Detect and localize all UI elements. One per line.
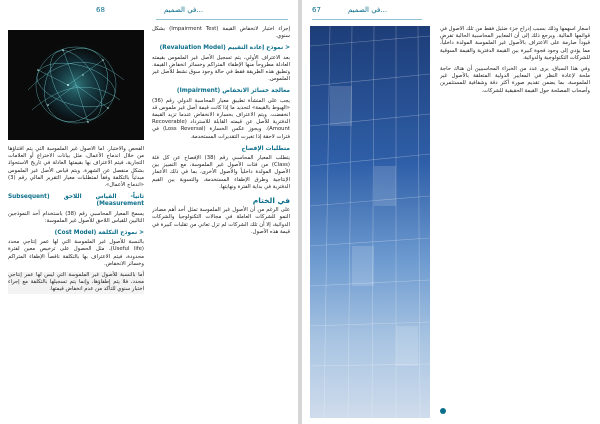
subsequent-heading: ثانياً- القياس اللاحق (Subsequent Measurement) [8,194,144,208]
cost-model-heading: < نموذج التكلفة (Cost Model) [54,230,144,237]
acquisition-text: الفحص والاختبار. أما الأصول غير الملموسة التي يتم اقتناؤها من خلال اندماج الأعمال، مثل بيانات الاختراع أو العلامات التجارية، فيتم الاعتراف بها بقيمتها العادلة في تاريخ الاستحواذ بشكل منفصل عن الشهرة. ويتم قياس الأصل غير الملموس مبدئياً بالتكلفة وفقاً لمتطلبات معيار التقرير المالي رقم (3) «اندماج الأعمال». [8,146,144,189]
disclosure-text: يتطلب المعيار المحاسبي رقم (38) الإفصاح عن كل فئة (Class) من فئات الأصول غير الملموسة، مع التمييز بين الأصول المولدة داخلياً والأصول الأخرى، بما في ذلك الأعمار الإنتاجية وطرق الإطفاء المستخدمة، والتسوية بين القيم الدفترية في بداية الفترة ونهايتها. [152,155,290,190]
subsequent-text: يسمح المعيار المحاسبي رقم (38) باستخدام أحد النموذجين التاليين للقياس اللاحق للأصول غير الملموسة: [8,210,144,224]
building-facade-graphic [310,26,430,418]
left-header-rule [156,19,288,20]
right-header-rule [312,19,422,20]
left-page-column-left [8,146,144,416]
indefinite-life-note: أما بالنسبة للأصول غير الملموسة التي ليس لها عمر إنتاجي محدد، فلا يتم إطفاؤها، وإنما يتم تسجيلها بالتكلفة مع إجراء اختبار سنوي للتأكد من عدم انخفاض قيمتها. [8,272,144,293]
glass-building-image [310,26,430,418]
left-page-column-right [152,26,290,418]
right-section-title: في الصميم... [348,6,388,14]
intro-text: إجراء اختبار لانخفاض القيمة (Impairment Test) بشكل سنوي. [152,26,290,40]
conclusion-heading: في الختام [252,196,290,206]
impairment-text: يجب على المنشأة تطبيق معيار المحاسبة الدولي رقم (36) «الهبوط بالقيمة» لتحديد ما إذا كانت قيمة أصل غير ملموس قد انخفضت. ويتم الاعتراف بخسارة الانخفاض عندما تزيد القيمة الدفترية للأصل عن قيمته القابلة للاسترداد (Recoverable Amount). ويجوز عكس الخسارة (Loss Reversal) في فترات لاحقة إذا تغيرت التقديرات المستخدمة. [152,97,290,140]
right-body-para-2: وفي هذا السياق، يرى عدد من الخبراء المحاسبيين أن هناك حاجة ملحة لإعادة النظر في المعايير الدولية المتعلقة بالأصول غير الملموسة، بما يضمن تقديم صورة أكثر دقة وشفافية للمستثمرين وأصحاب المصلحة حول القيمة الحقيقية للشركات. [440,66,590,94]
right-page-column [440,26,590,418]
revaluation-heading: < نموذج إعادة التقييم (Revaluation Model) [159,45,290,52]
left-section-title: في الصميم... [164,6,204,14]
network-sphere-graphic [8,30,144,140]
cost-model-text: بالنسبة للأصول غير الملموسة التي لها عمر إنتاجي محدد (Useful life)، مثل الحصول على ترخيص معين لفترة محدودة، فيتم الاعتراف بها بالتكلفة ناقصاً الإطفاء المتراكم وخسائر الانخفاض. [8,239,144,267]
end-mark-icon [440,408,446,414]
right-page-number: 67 [312,6,321,14]
disclosure-heading: متطلبات الإفصاح [241,145,290,152]
network-sphere-image [8,30,144,140]
left-page [0,0,298,424]
right-body-para-1: أسعار أسهمها وذلك بسبب إدراج جزء ضئيل فقط من تلك الأصول في قوائمها المالية. ويرجع ذلك إلى أن المعايير المحاسبية الحالية تفرض قيوداً صارمة على الاعتراف بالأصول غير الملموسة المولدة داخلياً، مما يؤدي إلى وجود فجوة كبيرة بين القيمة الدفترية والقيمة السوقية للشركات التكنولوجية والدوائية. [440,26,590,61]
revaluation-text: بعد الاعتراف الأولي، يتم تسجيل الأصل غير الملموس بقيمته العادلة مطروحاً منها الإطفاء المتراكم وخسائر انخفاض القيمة. وتطبق هذه الطريقة فقط في حالة وجود سوق نشط للأصل غير الملموس. [152,54,290,83]
right-page [302,0,600,424]
conclusion-text: على الرغم من أن الأصول غير الملموسة تمثل أحد أهم مصادر النمو للشركات العاملة في مجالات التكنولوجيا والشركات الدوائية، إلا أن تلك الشركات لم تزل تعاني من تقلبات كبيرة في قيمة هذه الأصول. [152,207,290,235]
impairment-heading: معالجة خسائر الانخفاض (Impairment) [176,88,290,95]
left-page-number: 68 [96,6,105,14]
